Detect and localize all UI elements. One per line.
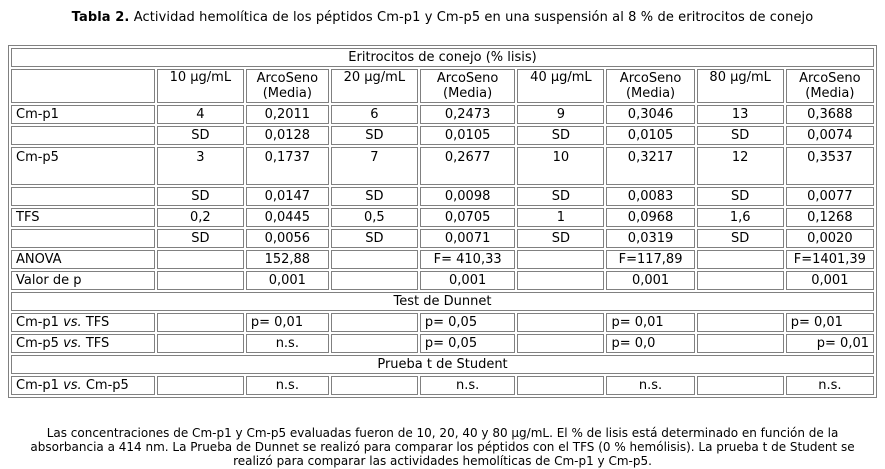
hemolytic-activity-table (8, 45, 877, 398)
mean-cell: 0,3217 (606, 147, 694, 185)
mean-cell: n.s. (786, 376, 874, 395)
mean-cell: F=1401,39 (786, 250, 874, 269)
mean-cell: 0,001 (786, 271, 874, 290)
mean-cell: 0,2011 (246, 105, 329, 124)
conc-cell (697, 271, 784, 290)
conc-cell (157, 313, 244, 332)
table-row (11, 334, 874, 353)
mean-cell: 0,0147 (246, 187, 329, 206)
table-row (11, 250, 874, 269)
col-header: 10 μg/mL (157, 69, 244, 103)
conc-cell: SD (157, 187, 244, 206)
conc-cell: SD (697, 126, 784, 145)
table-row (11, 147, 874, 185)
mean-cell: 0,0968 (606, 208, 694, 227)
conc-cell (697, 250, 784, 269)
hemolytic-activity-table-wrap (8, 45, 877, 398)
conc-cell (517, 334, 604, 353)
mean-cell: 0,1737 (246, 147, 329, 185)
mean-cell: F= 410,33 (420, 250, 516, 269)
caption-text: Actividad hemolítica de los péptidos Cm-p1 y Cm-p5 en una suspensión al 8 % de eritrocitos de conejo (129, 10, 814, 25)
mean-cell: 0,3046 (606, 105, 694, 124)
conc-cell (331, 313, 418, 332)
conc-cell: 0,2 (157, 208, 244, 227)
mean-cell: n.s. (606, 376, 694, 395)
conc-cell: 13 (697, 105, 784, 124)
row-label-b: Cm-p5 (81, 377, 129, 393)
conc-cell: 6 (331, 105, 418, 124)
mean-cell: 0,2473 (420, 105, 516, 124)
mean-cell: p= 0,01 (786, 313, 874, 332)
table-caption (0, 10, 885, 25)
corner-cell (11, 69, 155, 103)
row-label: ANOVA (11, 250, 155, 269)
conc-cell: SD (517, 126, 604, 145)
conc-cell (697, 376, 784, 395)
conc-cell: SD (517, 229, 604, 248)
mean-cell: 152,88 (246, 250, 329, 269)
conc-cell (331, 271, 418, 290)
section-header-row (11, 292, 874, 311)
mean-cell: 0,0705 (420, 208, 516, 227)
caption-label: Tabla 2. (71, 10, 130, 25)
table-row (11, 187, 874, 206)
conc-cell: SD (331, 187, 418, 206)
conc-cell (331, 376, 418, 395)
row-label (11, 376, 155, 395)
mean-cell: F=117,89 (606, 250, 694, 269)
conc-cell: SD (697, 229, 784, 248)
mean-cell: 0,001 (246, 271, 329, 290)
mean-cell: p= 0,01 (246, 313, 329, 332)
row-label-vs: vs. (63, 377, 82, 393)
conc-cell: 9 (517, 105, 604, 124)
col-header: 20 μg/mL (331, 69, 418, 103)
mean-cell: 0,3537 (786, 147, 874, 185)
conc-cell (157, 271, 244, 290)
table-row (11, 271, 874, 290)
mean-cell: 0,0074 (786, 126, 874, 145)
row-label-b: TFS (81, 314, 110, 330)
row-label-a: Cm-p5 (16, 335, 64, 351)
row-label (11, 334, 155, 353)
row-label-vs: vs. (63, 335, 82, 351)
row-label: Cm-p5 (11, 147, 155, 185)
conc-cell: 0,5 (331, 208, 418, 227)
col-header: ArcoSeno (Media) (246, 69, 329, 103)
conc-cell: SD (331, 126, 418, 145)
mean-cell: 0,0445 (246, 208, 329, 227)
mean-cell: 0,1268 (786, 208, 874, 227)
section-header: Test de Dunnet (11, 292, 874, 311)
table-row (11, 208, 874, 227)
conc-cell (517, 271, 604, 290)
conc-cell (157, 250, 244, 269)
conc-cell (517, 376, 604, 395)
mean-cell: p= 0,0 (606, 334, 694, 353)
conc-cell: 1 (517, 208, 604, 227)
col-header: ArcoSeno (Media) (606, 69, 694, 103)
mean-cell: 0,0056 (246, 229, 329, 248)
row-label (11, 229, 155, 248)
section-header: Prueba t de Student (11, 355, 874, 374)
row-label: Valor de p (11, 271, 155, 290)
col-header: ArcoSeno (Media) (786, 69, 874, 103)
table-row (11, 126, 874, 145)
mean-cell: 0,0071 (420, 229, 516, 248)
table-row (11, 313, 874, 332)
table-footnote: Las concentraciones de Cm-p1 y Cm-p5 evaluadas fueron de 10, 20, 40 y 80 μg/mL. El % de lisis está determinado en función de la absorbancia a 414 nm. La Prueba de Dunnet se realizó para comparar los péptidos con el TFS (0 % hemólisis). La prueba t de Student se realizó para comparar las actividades hemolíticas de Cm-p1 y Cm-p5. (30, 426, 855, 468)
row-label-b: TFS (81, 335, 110, 351)
mean-cell: p= 0,01 (786, 334, 874, 353)
conc-cell: 4 (157, 105, 244, 124)
col-header: 80 μg/mL (697, 69, 784, 103)
mean-cell: n.s. (246, 334, 329, 353)
row-label (11, 126, 155, 145)
mean-cell: 0,0319 (606, 229, 694, 248)
mean-cell: 0,0077 (786, 187, 874, 206)
conc-cell: 12 (697, 147, 784, 185)
conc-cell (331, 334, 418, 353)
row-label-vs: vs. (63, 314, 82, 330)
mean-cell: 0,001 (420, 271, 516, 290)
col-header: ArcoSeno (Media) (420, 69, 516, 103)
conc-cell: 10 (517, 147, 604, 185)
column-header-row (11, 69, 874, 103)
conc-cell: SD (157, 229, 244, 248)
table-row (11, 376, 874, 395)
conc-cell: SD (331, 229, 418, 248)
row-label: TFS (11, 208, 155, 227)
col-header: 40 μg/mL (517, 69, 604, 103)
row-label (11, 313, 155, 332)
mean-cell: 0,0020 (786, 229, 874, 248)
conc-cell: SD (517, 187, 604, 206)
conc-cell (331, 250, 418, 269)
group-header-row (11, 48, 874, 67)
row-label-a: Cm-p1 (16, 314, 64, 330)
mean-cell: 0,2677 (420, 147, 516, 185)
conc-cell: SD (697, 187, 784, 206)
mean-cell: p= 0,05 (420, 334, 516, 353)
conc-cell (697, 334, 784, 353)
mean-cell: 0,3688 (786, 105, 874, 124)
section-header-row (11, 355, 874, 374)
table-row (11, 105, 874, 124)
mean-cell: 0,0083 (606, 187, 694, 206)
conc-cell: 7 (331, 147, 418, 185)
row-label (11, 187, 155, 206)
mean-cell: 0,0105 (606, 126, 694, 145)
conc-cell (157, 334, 244, 353)
mean-cell: 0,0098 (420, 187, 516, 206)
table-body (11, 48, 874, 395)
conc-cell: SD (157, 126, 244, 145)
conc-cell (697, 313, 784, 332)
mean-cell: p= 0,05 (420, 313, 516, 332)
mean-cell: 0,001 (606, 271, 694, 290)
mean-cell: n.s. (246, 376, 329, 395)
mean-cell: 0,0105 (420, 126, 516, 145)
conc-cell (517, 313, 604, 332)
mean-cell: n.s. (420, 376, 516, 395)
conc-cell: 3 (157, 147, 244, 185)
mean-cell: 0,0128 (246, 126, 329, 145)
row-label: Cm-p1 (11, 105, 155, 124)
row-label-a: Cm-p1 (16, 377, 64, 393)
mean-cell: p= 0,01 (606, 313, 694, 332)
group-header: Eritrocitos de conejo (% lisis) (11, 48, 874, 67)
conc-cell: 1,6 (697, 208, 784, 227)
conc-cell (157, 376, 244, 395)
conc-cell (517, 250, 604, 269)
table-row (11, 229, 874, 248)
